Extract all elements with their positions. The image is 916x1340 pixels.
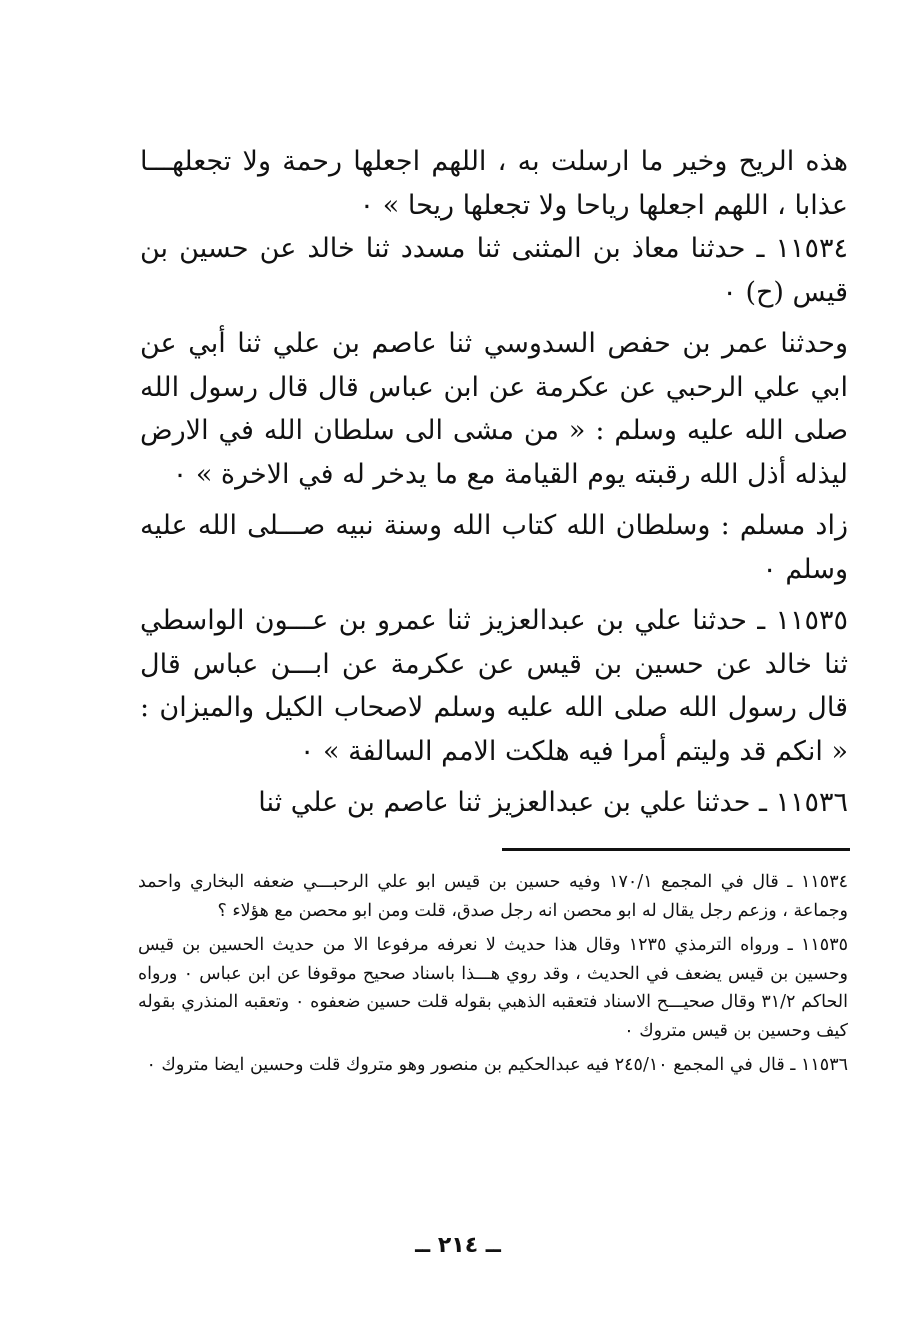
page-number: ــ ٢١٤ ــ: [415, 1233, 501, 1258]
footnotes: [138, 868, 848, 1080]
footnote-11536: ١١٥٣٦ ـ قال في المجمع ٢٤٥/١٠ فيه عبدالحكيم بن منصور وهو متروك قلت وحسين ايضا متروك ٠: [146, 1055, 848, 1075]
footnote-divider: [502, 848, 850, 851]
paragraph-intro: هذه الريح وخير ما ارسلت به ، اللهم اجعلها رحمة ولا تجعلهـــا عذابا ، اللهم اجعلها رياحا ولا تجعلها ريحا » ٠: [140, 146, 848, 221]
hadith-11534: ١١٥٣٤ ـ حدثنا معاذ بن المثنى ثنا مسدد ثنا خالد عن حسين بن قيس (ح) ٠: [140, 233, 848, 308]
main-text: [140, 140, 848, 825]
footnote-11534: ١١٥٣٤ ـ قال في المجمع ١٧٠/١ وفيه حسين بن قيس ابو علي الرحبـــي ضعفه البخاري واحمد وجماعة ، وزعم رجل يقال له ابو محصن انه رجل صدق، قلت ومن ابو محصن مع هؤلاء ؟: [138, 872, 848, 921]
hadith-11534-addition: زاد مسلم : وسلطان الله كتاب الله وسنة نبيه صـــلى الله عليه وسلم ٠: [140, 510, 848, 585]
hadith-11535: ١١٥٣٥ ـ حدثنا علي بن عبدالعزيز ثنا عمرو بن عـــون الواسطي ثنا خالد عن حسين بن قيس عن عكرمة عن ابـــن عباس قال قال رسول الله صلى الله عليه وسلم لاصحاب الكيل والميزان : « انكم قد وليتم أمرا فيه هلكت الامم السالفة » ٠: [140, 605, 848, 767]
hadith-11534-chain: وحدثنا عمر بن حفص السدوسي ثنا عاصم بن علي ثنا أبي عن ابي علي الرحبي عن عكرمة عن ابن عباس قال قال رسول الله صلى الله عليه وسلم : « من مشى الى سلطان الله في الارض ليذله أذل الله رقبته يوم القيامة مع ما يدخر له في الاخرة » ٠: [140, 328, 848, 490]
hadith-11536: ١١٥٣٦ ـ حدثنا علي بن عبدالعزيز ثنا عاصم بن علي ثنا: [258, 787, 848, 818]
footnote-11535: ١١٥٣٥ ـ ورواه الترمذي ١٢٣٥ وقال هذا حديث لا نعرفه مرفوعا الا من حديث الحسين بن قيس وحسين بن قيس يضعف في الحديث ، وقد روي هـــذا باسناد صحيح موقوفا عن ابن عباس ٠ ورواه الحاكم ٣١/٢ وقال صحيـــح الاسناد فتعقبه الذهبي بقوله قلت حسين ضعفوه ٠ وتعقبه المنذري بقوله كيف وحسين بن قيس متروك ٠: [138, 935, 848, 1041]
